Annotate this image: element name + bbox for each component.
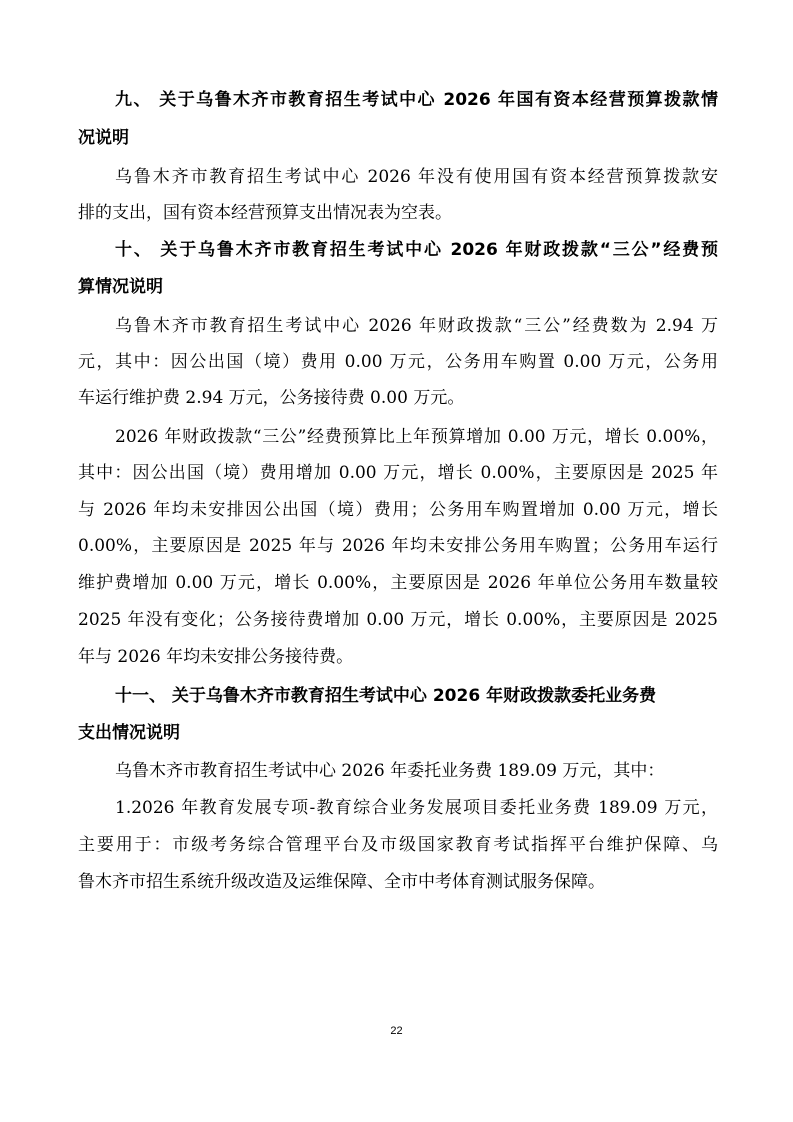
section-10-paragraph-2-cont: 2025 年没有变化；公务接待费增加 0.00 万元，增长 0.00%，主要原因是 2025 — [78, 610, 718, 630]
section-11-heading-cont: 支出情况说明 — [78, 723, 180, 743]
section-11-paragraph-2: 1.2026 年教育发展专项-教育综合业务发展项目委托业务费 189.09 万元， — [115, 798, 718, 818]
section-10-paragraph-2-cont: 与 2026 年均未安排因公出国（境）费用；公务用车购置增加 0.00 万元，增长 — [78, 500, 718, 520]
section-10-paragraph-2-cont: 其中：因公出国（境）费用增加 0.00 万元，增长 0.00%，主要原因是 2025 年 — [78, 463, 718, 483]
section-10-paragraph-2-end: 年与 2026 年均未安排公务接待费。 — [78, 647, 354, 667]
section-10-paragraph-2: 2026 年财政拨款“三公”经费预算比上年预算增加 0.00 万元，增长 0.00%， — [115, 427, 718, 447]
section-10-paragraph-1-cont: 元，其中：因公出国（境）费用 0.00 万元，公务用车购置 0.00 万元，公务用 — [78, 352, 718, 372]
section-9-paragraph: 乌鲁木齐市教育招生考试中心 2026 年没有使用国有资本经营预算拨款安 — [115, 167, 718, 187]
section-11-paragraph-2-end: 鲁木齐市招生系统升级改造及运维保障、全市中考体育测试服务保障。 — [78, 872, 605, 892]
section-11-heading: 十一、 关于乌鲁木齐市教育招生考试中心 2026 年财政拨款委托业务费 — [115, 686, 657, 706]
section-10-paragraph-2-cont: 0.00%，主要原因是 2025 年与 2026 年均未安排公务用车购置；公务用车运行 — [78, 536, 718, 556]
section-9-paragraph-cont: 排的支出，国有资本经营预算支出情况表为空表。 — [78, 203, 452, 223]
section-9-heading-cont: 况说明 — [78, 128, 129, 148]
section-9-heading: 九、 关于乌鲁木齐市教育招生考试中心 2026 年国有资本经营预算拨款情 — [115, 90, 718, 110]
section-10-heading-cont: 算情况说明 — [78, 277, 163, 297]
section-10-paragraph-2-cont: 维护费增加 0.00 万元，增长 0.00%，主要原因是 2026 年单位公务用车数量较 — [78, 573, 718, 593]
section-10-paragraph-1-end: 车运行维护费 2.94 万元，公务接待费 0.00 万元。 — [78, 388, 465, 408]
section-11-paragraph-1: 乌鲁木齐市教育招生考试中心 2026 年委托业务费 189.09 万元，其中： — [115, 761, 665, 781]
section-10-paragraph-1: 乌鲁木齐市教育招生考试中心 2026 年财政拨款“三公”经费数为 2.94 万 — [115, 316, 718, 336]
page-number: 22 — [390, 1025, 403, 1037]
section-10-heading: 十、 关于乌鲁木齐市教育招生考试中心 2026 年财政拨款“三公”经费预 — [115, 240, 718, 260]
section-11-paragraph-2-cont: 主要用于：市级考务综合管理平台及市级国家教育考试指挥平台维护保障、乌 — [78, 835, 718, 855]
